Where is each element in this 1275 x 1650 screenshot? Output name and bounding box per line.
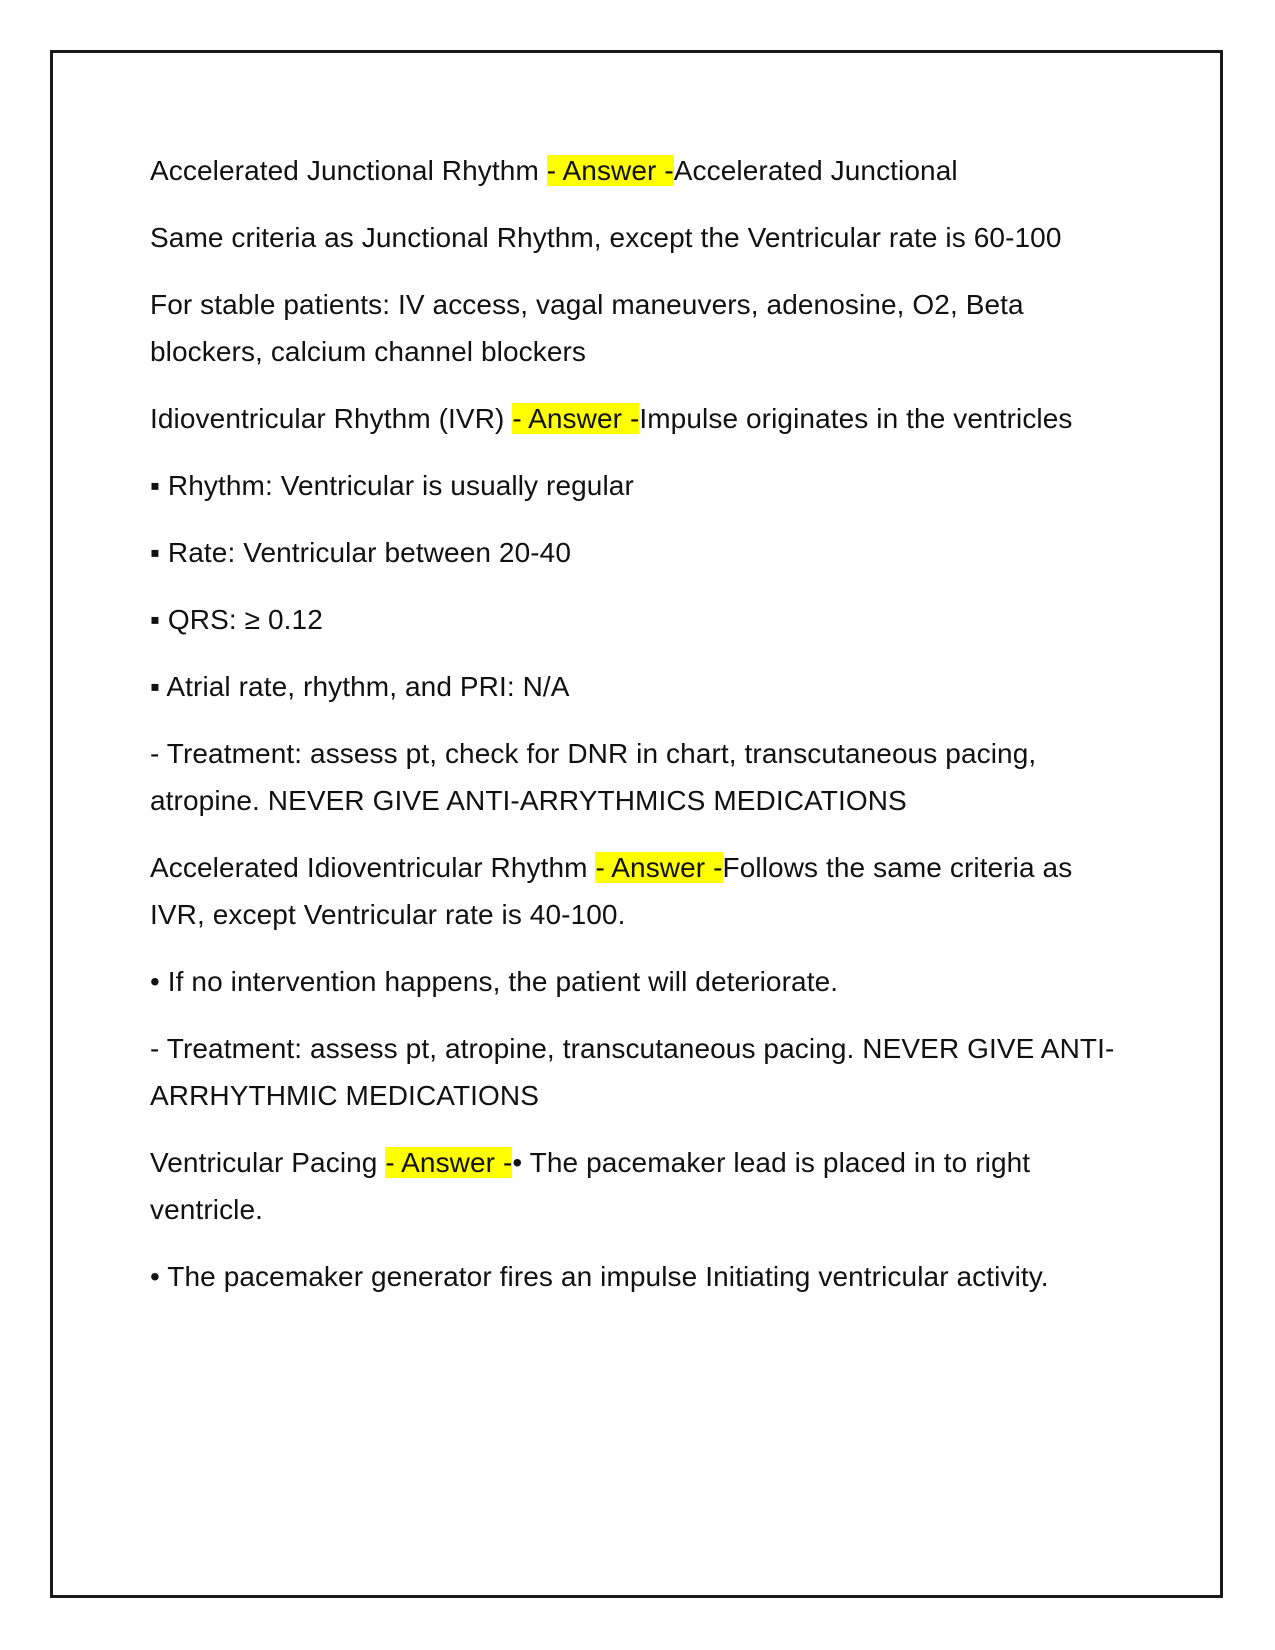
bullet-qrs: ▪ QRS: ≥ 0.12 — [150, 604, 323, 635]
paragraph-criteria: Same criteria as Junctional Rhythm, except the Ventricular rate is 60-100 — [150, 222, 1062, 253]
paragraph-treatment-aivr: - Treatment: assess pt, atropine, transcutaneous pacing. NEVER GIVE ANTI-ARRHYTHMIC MEDICATIONS — [150, 1033, 1115, 1111]
paragraph-treatment-ivr: - Treatment: assess pt, check for DNR in chart, transcutaneous pacing, atropine. NEVER GIVE ANTI-ARRYTHMICS MEDICATIONS — [150, 738, 1037, 816]
answer-highlight: - Answer - — [546, 155, 674, 186]
term: Ventricular Pacing — [150, 1147, 386, 1178]
card-ventricular-pacing — [150, 1139, 1120, 1233]
definition: Impulse originates in the ventricles — [639, 403, 1073, 434]
answer-highlight: - Answer - — [385, 1147, 513, 1178]
answer-highlight: - Answer - — [595, 852, 723, 883]
card-idioventricular — [150, 395, 1120, 442]
definition: • The pacemaker lead is placed in to right ventricle. — [150, 1147, 1031, 1225]
definition: Follows the same criteria as IVR, except Ventricular rate is 40-100. — [150, 852, 1073, 930]
document-body — [150, 147, 1120, 1320]
paragraph-stable-patients: For stable patients: IV access, vagal maneuvers, adenosine, O2, Beta blockers, calcium channel blockers — [150, 289, 1024, 367]
term: Accelerated Idioventricular Rhythm — [150, 852, 596, 883]
card-accelerated-junctional — [150, 147, 1120, 194]
card-accelerated-idioventricular — [150, 844, 1120, 938]
term: Accelerated Junctional Rhythm — [150, 155, 547, 186]
bullet-atrial: ▪ Atrial rate, rhythm, and PRI: N/A — [150, 671, 570, 702]
bullet-generator: • The pacemaker generator fires an impulse Initiating ventricular activity. — [150, 1261, 1049, 1292]
term: Idioventricular Rhythm (IVR) — [150, 403, 513, 434]
answer-highlight: - Answer - — [512, 403, 640, 434]
bullet-rate: ▪ Rate: Ventricular between 20-40 — [150, 537, 572, 568]
bullet-intervention: • If no intervention happens, the patient will deteriorate. — [150, 966, 839, 997]
bullet-rhythm: ▪ Rhythm: Ventricular is usually regular — [150, 470, 634, 501]
definition: Accelerated Junctional — [673, 155, 958, 186]
